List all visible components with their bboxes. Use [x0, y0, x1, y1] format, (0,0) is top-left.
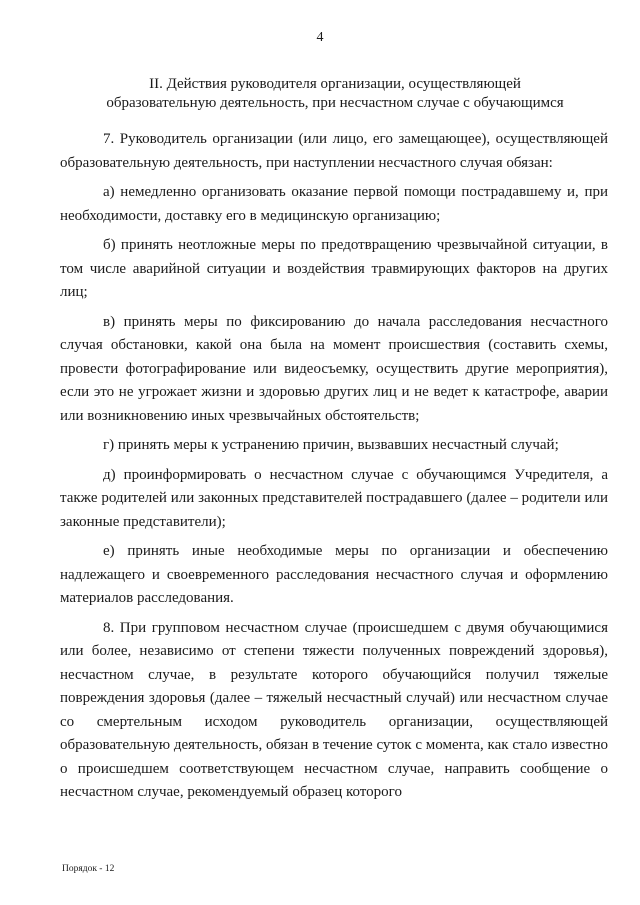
section-heading — [60, 75, 610, 113]
paragraph-7: 7. Руководитель организации (или лицо, его замещающее), осуществляющей образовательную деятельность, при наступлении несчастного случая обязан: — [60, 131, 608, 171]
document-body — [60, 128, 608, 811]
section-heading-line-2: образовательную деятельность, при несчастном случае с обучающимся — [106, 95, 564, 111]
paragraph-8: 8. При групповом несчастном случае (происшедшем с двумя обучающимися или более, независимо от степени тяжести полученных повреждений здоровья), несчастном случае, в результате которого обучающийся получил тяжелые повреждения здоровья (далее – тяжелый несчастный случай) или несчастном случае со смертельным исходом руководитель организации, осуществляющей образовательную деятельность, обязан в течение суток с момента, как стало известно о происшедшем соответствующем несчастном случае, направить сообщение о несчастном случае, рекомендуемый образец которого — [60, 619, 608, 800]
paragraph-7e: е) принять иные необходимые меры по организации и обеспечению надлежащего и своевременного расследования несчастного случая и оформлению материалов расследования. — [60, 543, 608, 606]
paragraph-7a: а) немедленно организовать оказание первой помощи пострадавшему и, при необходимости, доставку его в медицинскую организацию; — [60, 184, 608, 224]
paragraph-7v: в) принять меры по фиксированию до начала расследования несчастного случая обстановки, какой она была на момент происшествия (составить схемы, провести фотографирование или видеосъемку, осуществить другие мероприятия), если это не угрожает жизни и здоровью других лиц и не ведет к катастрофе, аварии или возникновению иных чрезвычайных обстоятельств; — [60, 313, 608, 424]
section-heading-line-1: II. Действия руководителя организации, осуществляющей — [149, 76, 521, 92]
page-number: 4 — [316, 30, 324, 45]
page-footer: Порядок - 12 — [62, 864, 115, 874]
paragraph-7g: г) принять меры к устранению причин, вызвавших несчастный случай; — [103, 437, 559, 453]
paragraph-7d: д) проинформировать о несчастном случае с обучающимся Учредителя, а также родителей или законных представителей пострадавшего (далее – родители или законные представители); — [60, 466, 608, 530]
paragraph-7b: б) принять неотложные меры по предотвращению чрезвычайной ситуации, в том числе аварийной ситуации и воздействия травмирующих факторов на других лиц; — [60, 237, 608, 300]
